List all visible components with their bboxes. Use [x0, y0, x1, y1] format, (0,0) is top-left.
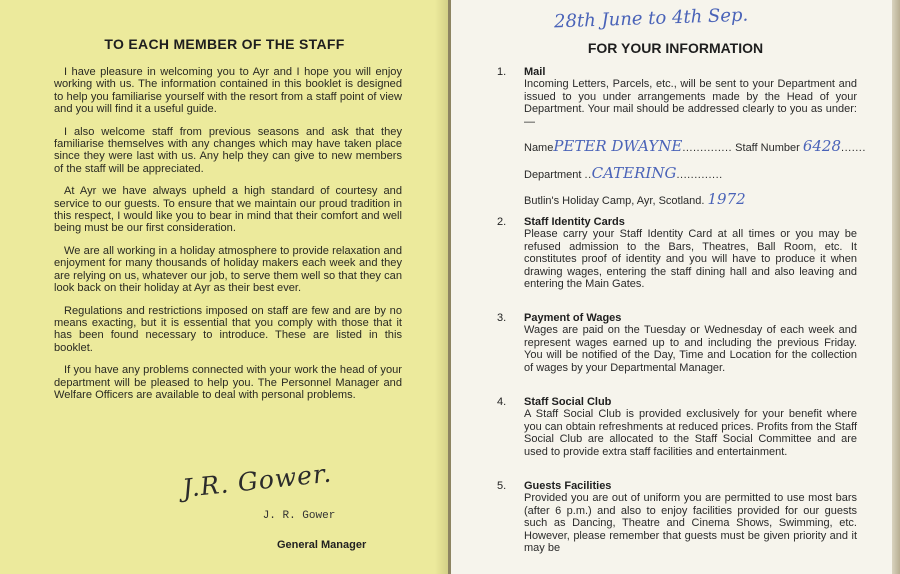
staff-number-value: 6428: [802, 137, 842, 155]
welcome-heading: TO EACH MEMBER OF THE STAFF: [104, 36, 345, 52]
item-number: 5.: [497, 480, 507, 492]
info-item-identity-cards: [497, 216, 857, 290]
welcome-paragraph: I also welcome staff from previous seasons and ask that they familiarise themselves with any changes which may have taken place since they were last with us. Any help they can give to new members of the staff will be appreciated.: [54, 125, 402, 175]
item-title: Guests Facilities: [524, 480, 612, 492]
item-text: Please carry your Staff Identity Card at all times or you may be refused admission to the Bars, Theatres, Ball Room, etc. It constitutes proof of identity and you will have to produce it when drawing wages, entering the staff dining hall and also leaving and entering the Main Gates.: [524, 228, 857, 291]
signer-name: J. R. Gower: [262, 510, 336, 522]
signer-title: General Manager: [277, 539, 367, 551]
item-title: Staff Social Club: [524, 396, 612, 408]
department-value: CATERING: [591, 164, 677, 182]
welcome-letter: [54, 66, 402, 411]
item-number: 1.: [497, 66, 507, 78]
department-row: Department ..CATERING.............: [524, 164, 723, 182]
item-text: A Staff Social Club is provided exclusively for your benefit where you can obtain refreshments at reduced prices. Profits from the Staff Social Club are allocated to the Staff Social Committee and are used to provide extra staff facilities and entertainment.: [524, 408, 857, 458]
item-number: 3.: [497, 312, 507, 324]
info-item-guest-facilities: [497, 480, 857, 554]
welcome-paragraph: I have pleasure in welcoming you to Ayr and I hope you will enjoy working with us. The information contained in this booklet is designed to help you familiarise yourself with the resort from a staff point of view and you will find it a useful guide.: [54, 66, 402, 116]
item-text: Provided you are out of uniform you are permitted to use most bars (after 6 p.m.) and also to enjoy facilities provided for our guests such as Dancing, Theatre and Cinema Shows, Swimming, etc. However, please remember that guests must be given priority and it may be: [524, 492, 857, 555]
item-text: Wages are paid on the Tuesday or Wednesday of each week and represent wages earned up to and including the previous Friday. You will be notified of the Day, Time and Location for the collection of wages by your Departmental Manager.: [524, 324, 857, 374]
item-text: Incoming Letters, Parcels, etc., will be sent to your Department and issued to you under arrangements made by the Head of your Department. Your mail should be addressed clearly to you as under:—: [524, 78, 857, 128]
welcome-paragraph: We are all working in a holiday atmosphere to provide relaxation and enjoyment for many thousands of holiday makers each week and they are relying on us, whatever our job, to serve them well so that they can look back on their holiday at Ayr as their best ever.: [54, 244, 402, 295]
page-edge: [892, 0, 900, 574]
item-number: 4.: [497, 396, 507, 408]
camp-row: [524, 190, 746, 208]
info-item-wages: [497, 312, 857, 374]
item-title: Payment of Wages: [524, 312, 622, 324]
name-label: Name: [524, 142, 554, 154]
item-title: Staff Identity Cards: [524, 216, 625, 228]
name-value: PETER DWAYNE: [553, 137, 683, 155]
info-heading: FOR YOUR INFORMATION: [587, 40, 764, 56]
info-item-mail: [497, 66, 857, 128]
item-number: 2.: [497, 216, 507, 228]
year-value: 1972: [707, 190, 746, 208]
handwritten-signature: J.R. Gower.: [180, 458, 334, 503]
welcome-paragraph: If you have any problems connected with your work the head of your department will be pleased to help you. The Personnel Manager and Welfare Officers are available to deal with personal problems.: [54, 364, 402, 401]
staff-number-label: Staff Number: [735, 142, 800, 154]
welcome-paragraph: At Ayr we have always upheld a high standard of courtesy and service to our guests. To ensure that we maintain our proud tradition in this respect, I would like you to bear in mind that their comfort and well being must be our first consideration.: [54, 185, 402, 235]
department-label: Department: [524, 169, 582, 181]
handwritten-dates: 28th June to 4th Sep.: [553, 4, 749, 33]
camp-label: Butlin's Holiday Camp, Ayr, Scotland.: [524, 195, 705, 207]
welcome-paragraph: Regulations and restrictions imposed on staff are few and are by no means exacting, but it is essential that you comply with those that it has been found necessary to introduce. These are listed in this booklet.: [54, 304, 402, 354]
name-row: NamePETER DWAYNE.............. Staff Number 6428.......: [524, 137, 866, 155]
info-item-social-club: [497, 396, 857, 458]
item-title: Mail: [524, 66, 546, 78]
